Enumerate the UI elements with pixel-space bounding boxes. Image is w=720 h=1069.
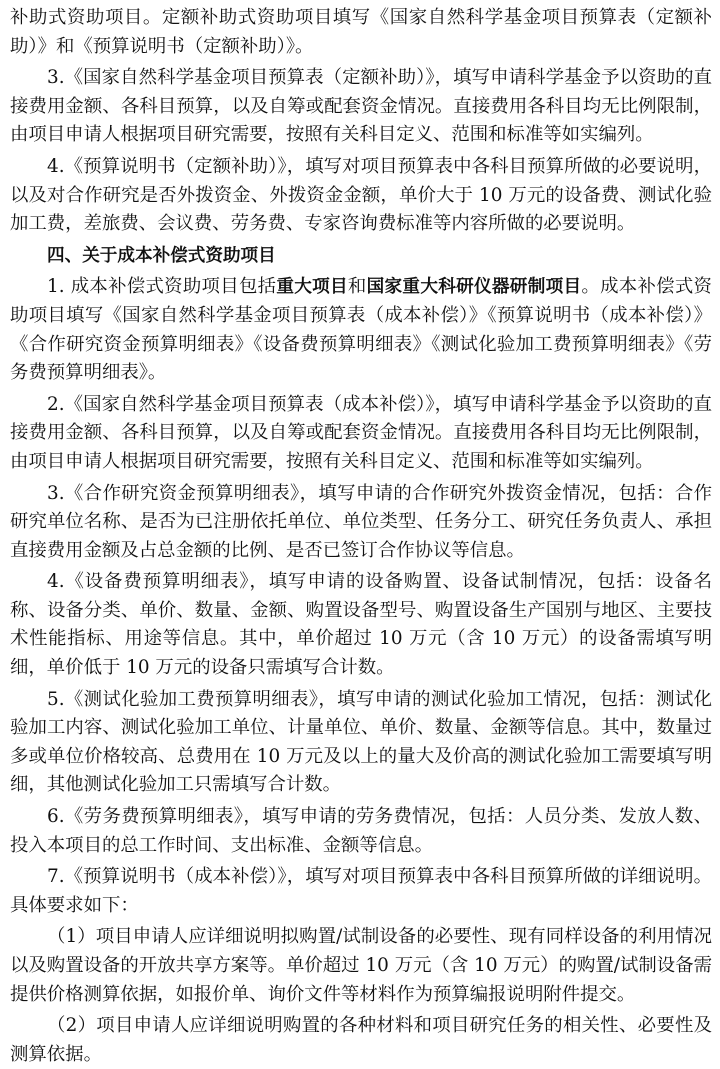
paragraph-cost-item-3: 3.《合作研究资金预算明细表》，填写申请的合作研究外拨资金情况，包括：合作研究单位名称、是否为已注册依托单位、单位类型、任务分工、研究任务负责人、承担直接费用金额及占总金额的比例、是否已签订合作协议等信息。 bbox=[10, 482, 712, 561]
paragraph-requirement-1: （1）项目申请人应详细说明拟购置/试制设备的必要性、现有同样设备的利用情况以及购置设备的开放共享方案等。单价超过 10 万元（含 10 万元）的购置/试制设备需提供价格测算依据，如报价单、询价文件等材料作为预算编报说明附件提交。 bbox=[10, 926, 712, 1005]
paragraph-requirement-2: （2）项目申请人应详细说明购置的各种材料和项目研究任务的相关性、必要性及测算依据。 bbox=[10, 1015, 712, 1065]
paragraph-cost-item-7: 7.《预算说明书（成本补偿）》，填写对项目预算表中各科目预算所做的详细说明。具体要求如下： bbox=[10, 866, 712, 916]
emphasis-instrument-project: 国家重大科研仪器研制项目 bbox=[366, 277, 582, 298]
paragraph-cost-item-1-lead: 1. 成本补偿式资助项目包括 bbox=[47, 276, 277, 298]
paragraph-fixed-budget-explanation: 4.《预算说明书（定额补助）》，填写对项目预算表中各科目预算所做的必要说明，以及对合作研究是否外拨资金、外拨资金金额，单价大于 10 万元的设备费、测试化验加工费，差旅费、会议费、劳务费、专家咨询费标准等内容所做的必要说明。 bbox=[10, 155, 712, 235]
paragraph-cost-item-5: 5.《测试化验加工费预算明细表》，填写申请的测试化验加工情况，包括：测试化验加工内容、测试化验加工单位、计量单位、单价、数量、金额等信息。其中，数量过多或单位价格较高、总费用在 10 万元及以上的量大及价高的测试化验加工需要填写明细，其他测试化验加工只需填写合计数。 bbox=[10, 688, 712, 796]
paragraph-fixed-budget-table: 3.《国家自然科学基金项目预算表（定额补助）》，填写申请科学基金予以资助的直接费用金额、各科目预算，以及自筹或配套资金情况。直接费用各科目均无比例限制，由项目申请人根据项目研究需要，按照有关科目定义、范围和标准等如实编列。 bbox=[10, 67, 712, 146]
paragraph-cost-item-1 bbox=[10, 273, 712, 387]
paragraph-cost-item-4: 4.《设备费预算明细表》，填写申请的设备购置、设备试制情况，包括：设备名称、设备分类、单价、数量、金额、购置设备型号、购置设备生产国别与地区、主要技术性能指标、用途等信息。其中，单价超过 10 万元（含 10 万元）的设备需填写明细，单价低于 10 万元的设备只需填写合计数。 bbox=[10, 571, 712, 679]
paragraph-fixed-intro: 补助式资助项目。定额补助式资助项目填写《国家自然科学基金项目预算表（定额补助）》和《预算说明书（定额补助）》。 bbox=[10, 7, 712, 57]
emphasis-major-project: 重大项目 bbox=[276, 277, 348, 298]
paragraph-cost-item-1-and: 和 bbox=[347, 276, 367, 298]
document-page bbox=[10, 4, 712, 1069]
section-heading-cost-compensation: 四、关于成本补偿式资助项目 bbox=[47, 245, 276, 266]
paragraph-cost-item-6: 6.《劳务费预算明细表》，填写申请的劳务费情况，包括：人员分类、发放人数、投入本项目的总工作时间、支出标准、金额等信息。 bbox=[10, 806, 712, 856]
paragraph-cost-item-1-rest: 。成本补偿式资助项目填写《国家自然科学基金项目预算表（成本补偿）》《预算说明书（成本补偿）》《合作研究资金预算明细表》《设备费预算明细表》《测试化验加工费预算明细表》《劳务费预算明细表》。 bbox=[10, 276, 712, 384]
paragraph-cost-item-2: 2.《国家自然科学基金项目预算表（成本补偿）》，填写申请科学基金予以资助的直接费用金额、各科目预算，以及自筹或配套资金情况。直接费用各科目均无比例限制，由项目申请人根据项目研究需要，按照有关科目定义、范围和标准等如实编列。 bbox=[10, 393, 712, 472]
